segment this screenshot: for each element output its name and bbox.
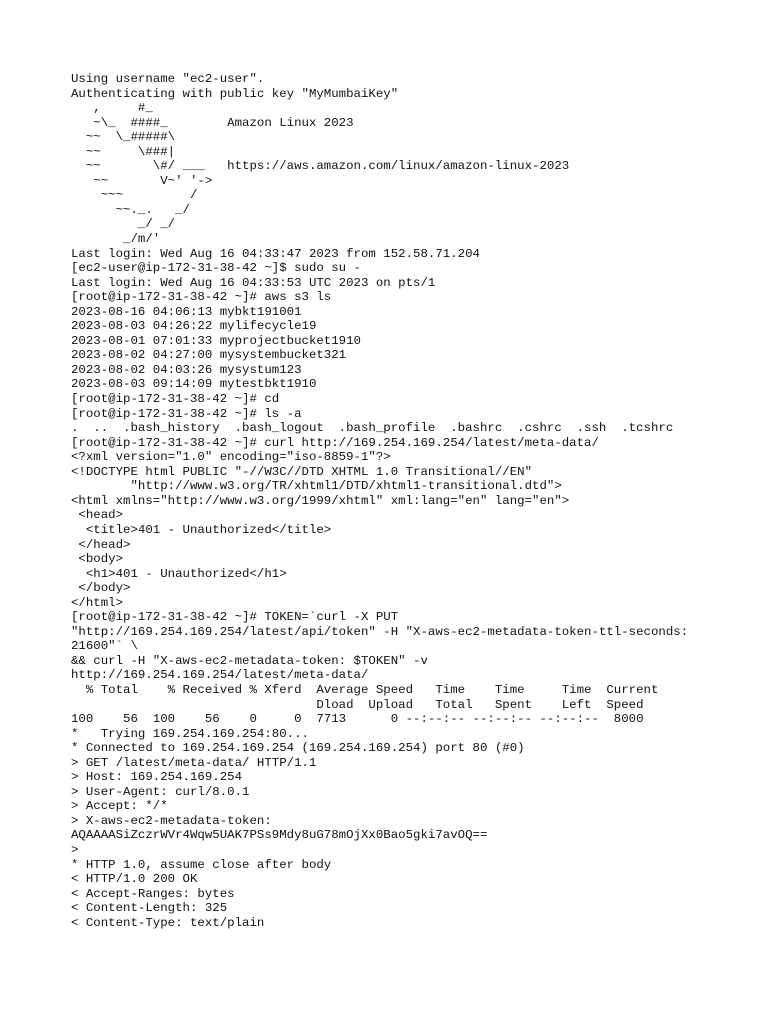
terminal-line: > GET /latest/meta-data/ HTTP/1.1	[71, 755, 317, 770]
terminal-line: 2023-08-03 09:14:09 mytestbkt1910	[71, 377, 317, 392]
terminal-line: > X-aws-ec2-metadata-token:	[71, 813, 272, 828]
ascii-logo-line: , #_	[71, 101, 153, 116]
ascii-logo-line: ~~ \###|	[71, 144, 176, 159]
terminal-line: </html>	[71, 595, 124, 610]
terminal-line: * Trying 169.254.169.254:80...	[71, 726, 309, 741]
terminal-line: <?xml version="1.0" encoding="iso-8859-1"?>	[71, 450, 391, 465]
terminal-line: Last login: Wed Aug 16 04:33:47 2023 from 152.58.71.204	[71, 246, 480, 261]
terminal-line: "http://169.254.169.254/latest/api/token" -H "X-aws-ec2-metadata-token-ttl-seconds:	[71, 624, 689, 639]
ascii-logo-line: ~~ V~' '->	[71, 173, 213, 188]
ascii-logo-line: ~~~ /	[71, 188, 198, 203]
terminal-line: 2023-08-02 04:27:00 mysystembucket321	[71, 348, 347, 363]
terminal-line: < HTTP/1.0 200 OK	[71, 872, 198, 887]
terminal-line: 21600"` \	[71, 639, 138, 654]
terminal-line: > Host: 169.254.169.254	[71, 770, 243, 785]
terminal-line: 2023-08-16 04:06:13 mybkt191001	[71, 304, 302, 319]
terminal-line: < Content-Length: 325	[71, 901, 228, 916]
terminal-line: 2023-08-01 07:01:33 myprojectbucket1910	[71, 333, 361, 348]
terminal-line: </head>	[71, 537, 131, 552]
terminal-line: </body>	[71, 581, 131, 596]
terminal-line: > Accept: */*	[71, 799, 168, 814]
terminal-line: <h1>401 - Unauthorized</h1>	[71, 566, 287, 581]
ascii-logo-line: ~\_ ####_ Amazon Linux 2023	[71, 115, 354, 130]
terminal-line: <body>	[71, 552, 124, 567]
terminal-prompt-line: [root@ip-172-31-38-42 ~]# TOKEN=`curl -X PUT	[71, 610, 399, 625]
ascii-logo-line: _/m/'	[71, 232, 161, 247]
terminal-output	[71, 72, 731, 930]
curl-progress-header: Dload Upload Total Spent Left Speed	[71, 697, 644, 712]
terminal-line: >	[71, 842, 79, 857]
terminal-line: <head>	[71, 508, 124, 523]
terminal-prompt-line: [root@ip-172-31-38-42 ~]# aws s3 ls	[71, 290, 332, 305]
terminal-line: <!DOCTYPE html PUBLIC "-//W3C//DTD XHTML 1.0 Transitional//EN"	[71, 464, 533, 479]
terminal-line: http://169.254.169.254/latest/meta-data/	[71, 668, 369, 683]
terminal-line: Authenticating with public key "MyMumbaiKey"	[71, 86, 399, 101]
terminal-prompt-line: [root@ip-172-31-38-42 ~]# curl http://169.254.169.254/latest/meta-data/	[71, 435, 599, 450]
terminal-line: <title>401 - Unauthorized</title>	[71, 522, 332, 537]
terminal-line: <html xmlns="http://www.w3.org/1999/xhtml" xml:lang="en" lang="en">	[71, 493, 570, 508]
terminal-line: < Content-Type: text/plain	[71, 915, 265, 930]
terminal-line: Last login: Wed Aug 16 04:33:53 UTC 2023 on pts/1	[71, 275, 436, 290]
terminal-line: < Accept-Ranges: bytes	[71, 886, 235, 901]
terminal-line: * HTTP 1.0, assume close after body	[71, 857, 332, 872]
terminal-line: Using username "ec2-user".	[71, 72, 265, 86]
terminal-prompt-line: [root@ip-172-31-38-42 ~]# cd	[71, 392, 280, 407]
terminal-line: * Connected to 169.254.169.254 (169.254.169.254) port 80 (#0)	[71, 741, 525, 756]
ascii-logo-line: ~~._. _/	[71, 202, 190, 217]
curl-progress-row: 100 56 100 56 0 0 7713 0 --:--:-- --:--:-- --:--:-- 8000	[71, 712, 644, 727]
terminal-line: "http://www.w3.org/TR/xhtml1/DTD/xhtml1-transitional.dtd">	[71, 479, 562, 494]
terminal-prompt-line: [root@ip-172-31-38-42 ~]# ls -a	[71, 406, 302, 421]
terminal-line: && curl -H "X-aws-ec2-metadata-token: $TOKEN" -v	[71, 653, 428, 668]
terminal-line: AQAAAASiZczrWVr4Wqw5UAK7PSs9Mdy8uG78mOjXx0Bao5gki7avOQ==	[71, 828, 488, 843]
ascii-logo-line: _/ _/	[71, 217, 176, 232]
terminal-line: . .. .bash_history .bash_logout .bash_profile .bashrc .cshrc .ssh .tcshrc	[71, 421, 674, 436]
terminal-prompt-line: [ec2-user@ip-172-31-38-42 ~]$ sudo su -	[71, 261, 361, 276]
terminal-line: 2023-08-03 04:26:22 mylifecycle19	[71, 319, 317, 334]
ascii-logo-line: ~~ \_#####\	[71, 130, 176, 145]
curl-progress-header: % Total % Received % Xferd Average Speed Time Time Time Current	[71, 682, 659, 697]
terminal-line: 2023-08-02 04:03:26 mysystum123	[71, 362, 302, 377]
terminal-line: > User-Agent: curl/8.0.1	[71, 784, 250, 799]
ascii-logo-line: ~~ \#/ ___ https://aws.amazon.com/linux/amazon-linux-2023	[71, 159, 570, 174]
